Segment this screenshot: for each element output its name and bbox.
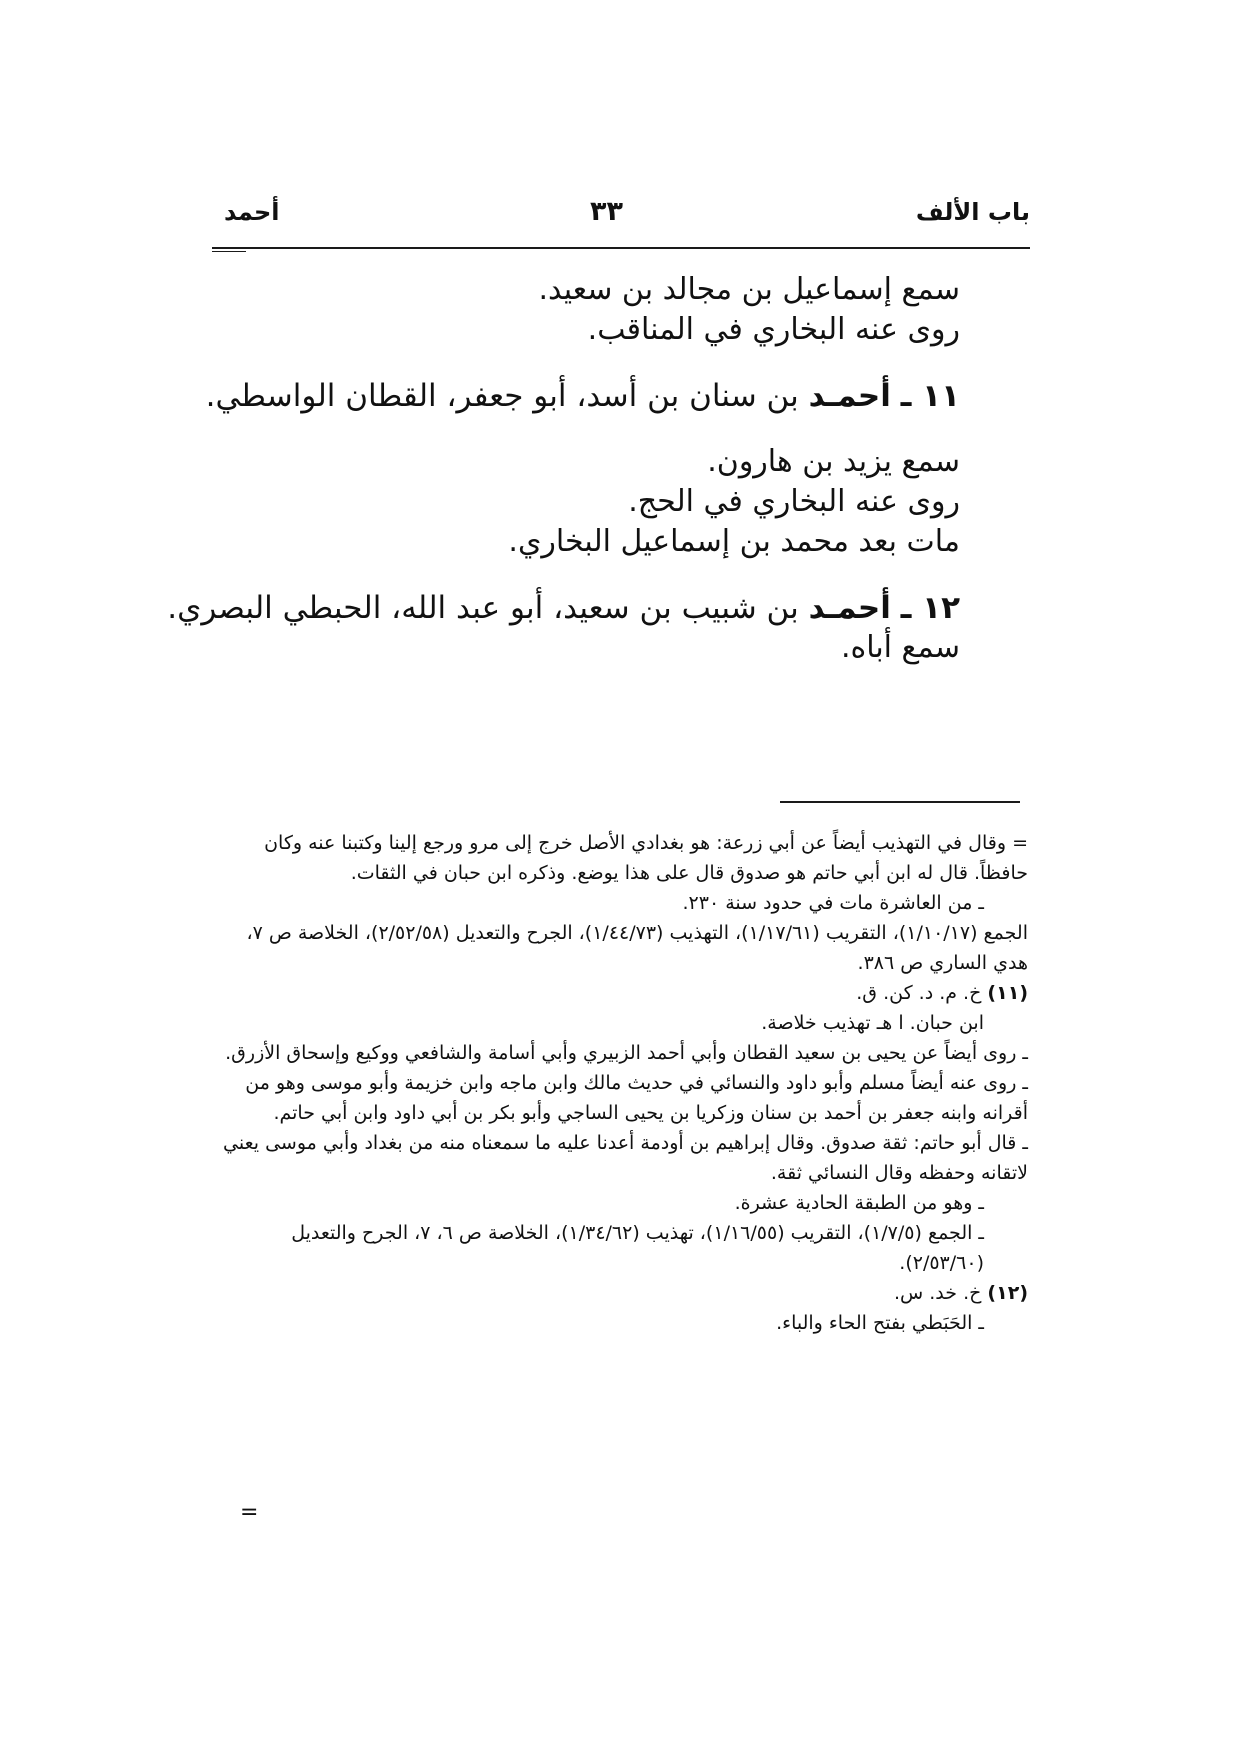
text-line: سمع إسماعيل بن مجالد بن سعيد. xyxy=(538,272,960,307)
entry-name: أحمـد xyxy=(808,590,891,626)
header-rule-mark xyxy=(212,251,246,252)
footnote-line: ـ الجمع (١/٧/٥)، التقريب (١/١٦/٥٥)، تهذيب (١/٣٤/٦٢)، الخلاصة ص ٦، ٧، الجرح والتعديل (٢/٥٣/٦٠). xyxy=(291,1222,984,1274)
footnote-line: الجمع (١/١٠/١٧)، التقريب (١/١٧/٦١)، التهذيب (١/٤٤/٧٣)، الجرح والتعديل (٢/٥٢/٥٨)، الخلاصة ص ٧، هدي الساري ص ٣٨٦. xyxy=(246,922,1028,974)
entry-name: أحمـد xyxy=(808,378,891,414)
entry-lineage: بن سنان بن أسد، أبو جعفر، القطان الواسطي. xyxy=(205,378,799,414)
page-header xyxy=(210,198,1030,238)
footnote-line: ـ روى أيضاً عن يحيى بن سعيد القطان وأبي أحمد الزبيري وأبي أسامة والشافعي ووكيع وإسحاق الأزرق. xyxy=(225,1042,1028,1064)
footnote-line: ابن حبان. ا هـ تهذيب خلاصة. xyxy=(761,1012,984,1034)
footnote-sigla: خ. خد. س. xyxy=(894,1282,982,1304)
footnote-12-heading xyxy=(218,1278,1028,1308)
entry-lineage: بن شبيب بن سعيد، أبو عبد الله، الحبطي البصري. xyxy=(167,590,799,626)
chapter-title: باب الألف xyxy=(915,198,1030,226)
page-number: ٣٣ xyxy=(590,196,623,227)
text-line: روى عنه البخاري في المناقب. xyxy=(587,312,960,347)
text-line: روى عنه البخاري في الحج. xyxy=(628,484,960,519)
entry-number: ١٢ ـ xyxy=(900,590,960,626)
footnote-continuation xyxy=(218,828,1028,888)
footnote-text: وقال في التهذيب أيضاً عن أبي زرعة: هو بغدادي الأصل خرج إلى مرو ورجع إلينا وكتبنا عنه وكان حافظاً. قال له ابن أبي حاتم هو صدوق قال على هذا يوضع. وذكره ابن حبان في الثقات. xyxy=(264,832,1028,884)
entry-number: ١١ ـ xyxy=(900,378,960,414)
footnotes xyxy=(218,828,1028,1338)
continuation-mark: = xyxy=(1012,832,1028,854)
running-name: أحمد xyxy=(224,198,280,226)
text-line: مات بعد محمد بن إسماعيل البخاري. xyxy=(508,524,960,559)
text-line: سمع يزيد بن هارون. xyxy=(707,444,960,479)
entry-12-heading xyxy=(167,588,960,628)
continued-mark: = xyxy=(240,1500,259,1525)
entry-11-heading xyxy=(205,376,960,416)
footnote-line: ـ روى عنه أيضاً مسلم وأبو داود والنسائي في حديث مالك وابن ماجه وابن خزيمة وأبو موسى وهو من أقرانه وابنه جعفر بن أحمد بن سنان وزكريا بن يحيى الساجي وأبو بكر بن أبي داود وابن أبي حاتم. xyxy=(245,1072,1028,1124)
header-rule xyxy=(212,247,1030,249)
footnote-11-heading xyxy=(218,978,1028,1008)
footnote-number: (١٢) xyxy=(987,1282,1028,1304)
text-line: سمع أباه. xyxy=(840,630,960,665)
footnote-line: ـ من العاشرة مات في حدود سنة ٢٣٠. xyxy=(682,892,984,914)
footnote-line: ـ الحَبَطي بفتح الحاء والباء. xyxy=(776,1312,984,1334)
footnote-line: ـ قال أبو حاتم: ثقة صدوق. وقال إبراهيم بن أودمة أعدنا عليه ما سمعناه منه من بغداد وأبي موسى يعني لاتقانه وحفظه وقال النسائي ثقة. xyxy=(223,1132,1028,1184)
footnote-sigla: خ. م. د. كن. ق. xyxy=(856,982,982,1004)
footnote-number: (١١) xyxy=(987,982,1028,1004)
footnote-line: ـ وهو من الطبقة الحادية عشرة. xyxy=(734,1192,984,1214)
main-text xyxy=(167,270,960,668)
footnote-separator xyxy=(780,801,1020,803)
